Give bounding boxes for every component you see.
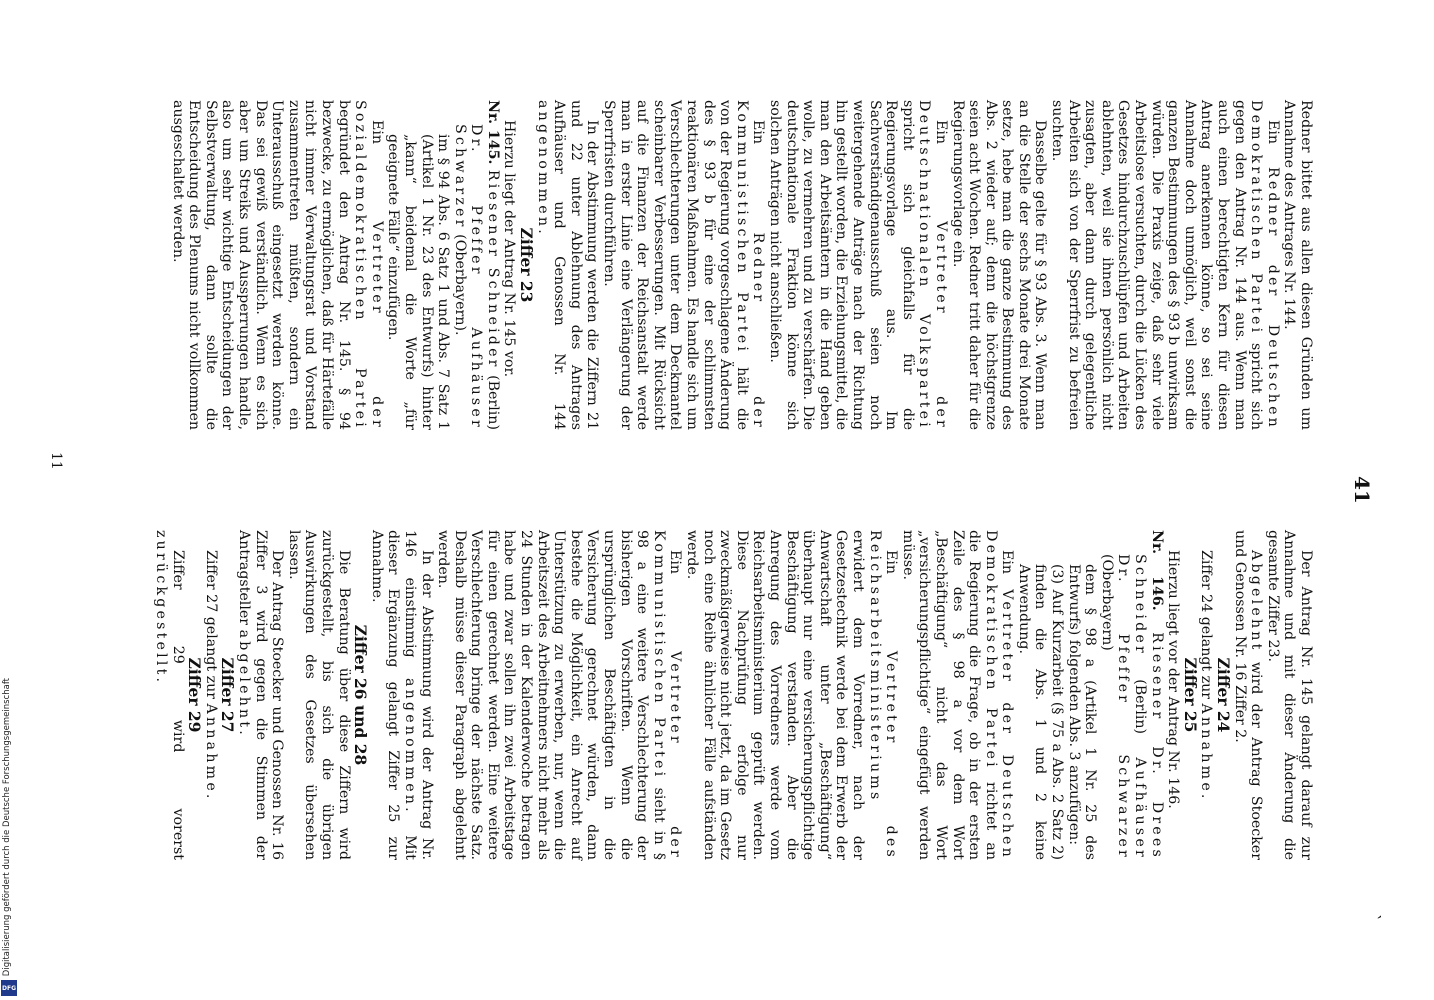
result: zurückgestellt.: [153, 530, 170, 686]
stray-mark: ‵: [1363, 915, 1384, 920]
paragraph: Abgelehnt wird der Antrag Stoecker und Genossen Nr. 16 Ziffer 2.: [1231, 530, 1265, 860]
paragraph: In der Abstimmung werden die Ziffern 21 und 22 unter Ablehnung des Antrages Aufhäuser und Genossen Nr. 144 angenommen.: [534, 100, 601, 430]
section-heading: Ziffer 23: [517, 227, 537, 303]
paragraph: Die Beratung über diese Ziffern wird zurückgestellt, bis sich die übrigen Auswirkungen des Gesetzes übersehen lassen.: [285, 530, 352, 860]
speaker: Vertreter der Deutschnationalen Volkspartei: [916, 100, 949, 430]
paragraph: Ziffer 29 wird vorerst zurückgestellt.: [153, 530, 186, 860]
result: Annahme.: [1198, 703, 1215, 802]
section-heading: Ziffer 29: [185, 657, 205, 733]
paragraph: Ein Vertreter der Deutschen Demokratischen Partei richtet an die Regierung die Frage, ob in der ersten Zeile des § 98 a vor dem Wort „Beschäftigung“ nicht das Wort „versicherungspflichtige“ eingefügt werden müsse.: [899, 530, 1016, 860]
paragraph: Ein Redner der Kommunistischen Partei hält die von der Regierung vorgeschlagene Änderung des § 93 b für eine der schlimmsten reaktionären Maßnahmen. Es handle sich um Verschlechterungen unter dem Deckmantel scheinbarer Verbesserungen. Mit Rücksicht auf die Finanzen der Reichsanstalt werde man in erster Linie eine Verlängerung der Sperrfristen durchführen.: [601, 100, 767, 430]
paragraph: Ziffer 24 gelangt zur Annahme.: [1198, 550, 1215, 802]
paragraph: Ein Vertreter der Deutschnationalen Volkspartei spricht sich gleichfalls für die Regierungsvorlage aus. Im Sachverständigenausschuß seien noch weitergehende Anträge nach der Richtung hin gestellt worden, die Erziehungsmittel, die man den Arbeitsämtern in die Hand geben wolle, zu vermehren und zu verschärfen. Die deutschnationale Fraktion könne sich solchen Anträgen nicht anschließen.: [767, 100, 949, 430]
signature-mark: 11: [48, 452, 64, 470]
speaker: Vertreter der Deutschen Demokratischen Partei: [982, 530, 1016, 860]
speaker: Vertreter des Reichsarbeitsministeriums: [866, 530, 900, 860]
motion: Nr. 146. Riesener Dr. Drees Schneider (Berlin) Aufhäuser Dr. Pfeffer Schwarzer (Oberbayern): [1098, 530, 1165, 860]
footer-text: Digitalisierung gefördert durch die Deutsche Forschungsgemeinschaft: [2, 677, 12, 976]
result: abgelehnt.: [236, 629, 252, 739]
motion: Nr. 145. Riesener Schneider (Berlin) Dr. Pfeffer Aufhäuser Schwarzer (Oberbayern).: [451, 100, 501, 430]
motion-text: im § 94 Abs. 6 Satz 1 und Abs. 7 Satz 1 (Artikel 1 Nr. 23 des Entwurfs) hinter „kann“ beidemal die Worte „für geeignete Fälle“ einzufügen.: [385, 134, 452, 430]
paragraph: Ein Vertreter der Sozialdemokratischen Partei begründet den Antrag Nr. 145. § 94 bezwecke, zu ermöglichen, daß für Härtefälle nicht immer Verwaltungsrat und Vorstand zusammentreten müßten, sondern ein Unterausschuß eingesetzt werden könne. Das sei gewiß verständlich. Wenn es sich aber um Streiks und Aussperrungen handle, also um sehr wichtige Entscheidungen der Selbstverwaltung, dann sollte die Entscheidung des Plenums nicht vollkommen ausgeschaltet werden.: [169, 100, 385, 430]
left-column: [169, 100, 1314, 430]
speaker: Vertreter der Kommunistischen Partei: [650, 530, 684, 860]
result: angenommen.: [534, 100, 551, 237]
paragraph: Ein Redner der Deutschen Demokratischen Partei spricht sich gegen den Antrag Nr. 144 aus. Wenn man auch einen berechtigten Kern für diesen Antrag anerkennen könne, so sei seine Annahme doch unmöglich, weil sonst die ganzen Bestimmungen des § 93 b unwirksam würden. Die Praxis zeige, daß sehr viele Arbeitslose versuchten, durch die Lücken des Gesetzes hindurchzuschlüpfen und Arbeiten ablehnten, weil sie ihnen persönlich nicht zusagten, aber dann durch gelegentliche Arbeiten sich von der Sperrfrist zu befreien suchten.: [1049, 100, 1281, 430]
paragraph: Ein Vertreter des Reichsarbeitsministeriums erwidert dem Vorredner, nach der Gesetzestechnik werde bei dem Erwerb der Anwartschaft unter „Beschäftigung“ überhaupt nur eine versicherungspflichtige Beschäftigung verstanden. Aber die Anregung des Vorredners werde vom Reichsarbeitsministerium geprüft werden. Diese Nachprüfung erfolge nur zweckmäßigerweise nicht jetzt, da im Gesetz noch eine Reihe ähnlicher Fälle aufständen werde.: [684, 530, 900, 860]
section-heading: Ziffer 25: [1180, 657, 1200, 733]
dfg-logo-icon: DFG: [1, 980, 17, 996]
paragraph: Dasselbe gelte für § 93 Abs. 3. Wenn man an die Stelle der sechs Monate drei Monate setze, hebe man die ganze Bestimmung des Abs. 2 wieder auf; denn die höchstgrenze seien acht Wochen. Redner tritt daher für die Regierungsvorlage ein.: [949, 100, 1049, 430]
section-heading: Ziffer 26 und 28: [351, 624, 371, 766]
paragraph: Der Antrag Nr. 145 gelangt darauf zur Annahme und mit dieser Änderung die gesamte Ziffer 23.: [1264, 530, 1314, 860]
result: angenommen.: [401, 677, 418, 815]
result: Abgelehnt: [1248, 550, 1265, 653]
section-heading: Ziffer 27: [218, 657, 238, 733]
motion-text: dem § 98 a (Artikel 1 Nr. 25 des Entwurfs) folgenden Abs. 3 anzufügen:: [1065, 564, 1099, 860]
section-heading: Ziffer 24: [1214, 657, 1234, 733]
speaker: Redner der Kommunistischen Partei: [733, 100, 767, 430]
paragraph: Hierzu liegt der Antrag Nr. 145 vor.: [501, 120, 518, 378]
result: Annahme.: [202, 703, 219, 802]
digitization-footer: [0, 600, 18, 1000]
motion-text: (3) Auf Kurzarbeit (§ 75 a Abs. 2 Satz 2) finden die Abs. 1 und 2 keine Anwendung.: [1015, 564, 1066, 860]
paragraph: Ziffer 27 gelangt zur Annahme.: [202, 550, 219, 802]
paragraph: Ein Vertreter der Kommunistischen Partei sieht in § 98 a eine weitere Verschlechterung der bisherigen Vorschriften. Wenn die ursprünglichen Beschäftigten in die Versicherung gerechnet würden, dann bestehe die Möglichkeit, ein Anrecht auf Unterstützung zu erwerben, nur, wenn die Arbeitszeit des Arbeitnehmers nicht mehr als 24 Stunden in der Kalenderwoche betragen habe und zwar sollen ihn zwei Arbeitstage für einen gerechnet werden. Eine weitere Verschlechterung bringe der nächste Satz. Deshalb müsse dieser Paragraph abgelehnt werden.: [435, 530, 684, 861]
speaker: Vertreter der Sozialdemokratischen Partei: [352, 100, 385, 430]
paragraph: In der Abstimmung wird der Antrag Nr. 146 einstimmig angenommen. Mit dieser Ergänzung gelangt Ziffer 25 zur Annahme.: [368, 530, 435, 860]
speaker: Redner der Deutschen Demokratischen Partei: [1248, 100, 1281, 430]
right-column: [152, 530, 1314, 860]
page-number: 41: [1350, 476, 1374, 504]
paragraph: Redner bittet aus allen diesen Gründen um Annahme des Antrages Nr. 144.: [1281, 100, 1314, 430]
paragraph: Hierzu liegt vor der Antrag Nr. 146.: [1165, 550, 1182, 809]
paragraph: Der Antrag Stoecker und Genossen Nr. 16 Ziffer 3 wird gegen die Stimmen der Antragsteller abgelehnt.: [236, 530, 286, 860]
